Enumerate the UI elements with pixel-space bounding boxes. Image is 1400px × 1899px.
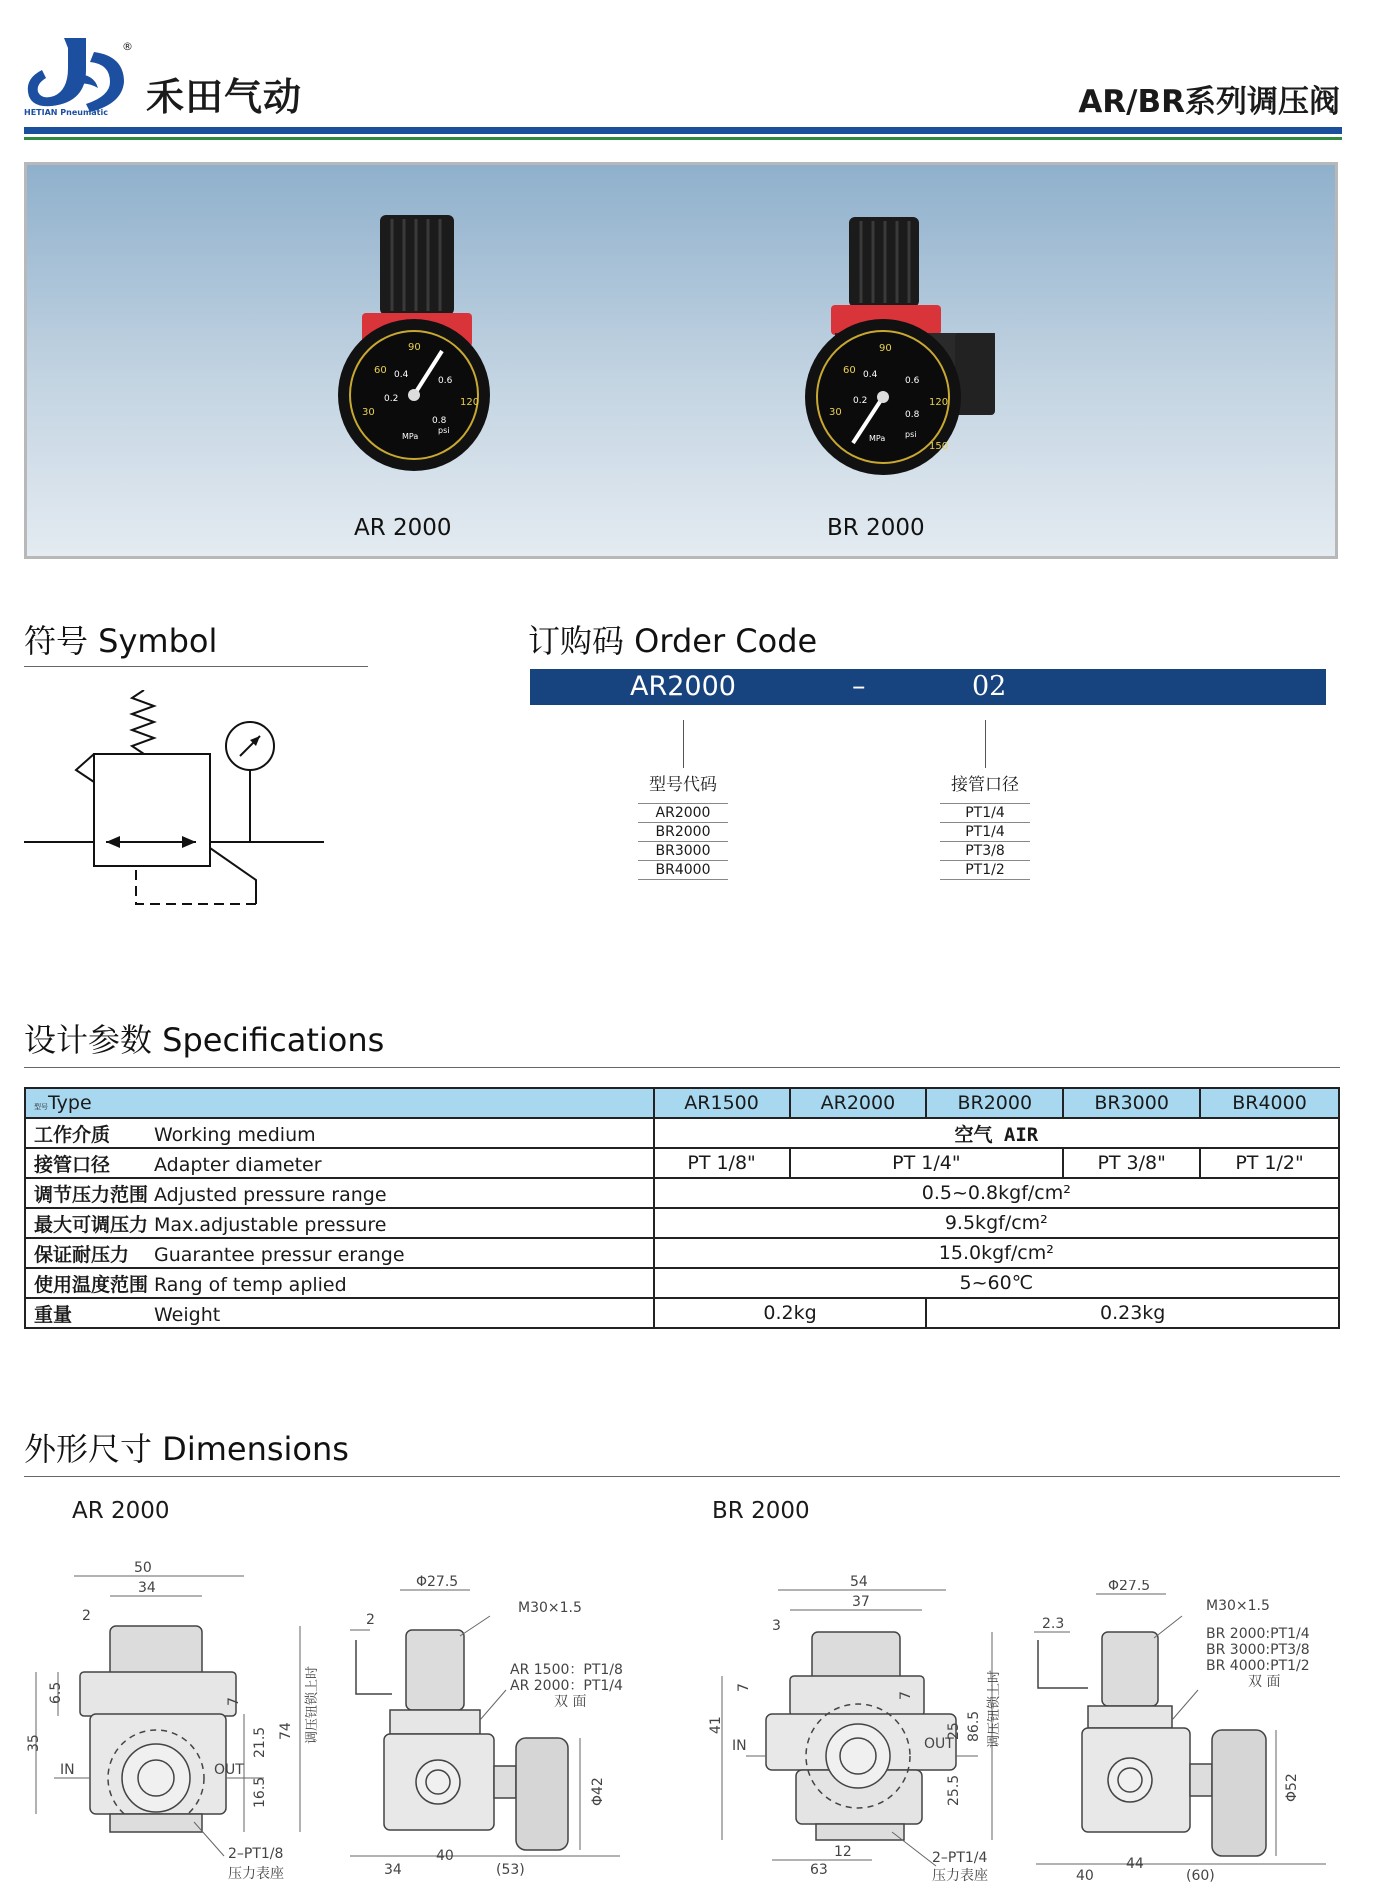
model-code-item: BR2000 (638, 822, 728, 841)
model-code-item: BR3000 (638, 841, 728, 860)
port-code-item: PT1/2 (940, 860, 1030, 880)
pressure-regulator-symbol (24, 690, 344, 920)
brand-en: HETIAN Pneumatic (24, 108, 108, 117)
dim-width-outer: 50 (134, 1560, 152, 1576)
dimensions-title: 外形尺寸 Dimensions (24, 1430, 349, 1468)
dim-body-height: 35 (26, 1734, 42, 1752)
header-rule-blue (24, 127, 1342, 134)
dim-knob-dia: Φ27.5 (1108, 1580, 1151, 1594)
row-label (25, 1208, 654, 1238)
dim-right-low: 25.5 (946, 1774, 962, 1806)
symbol-title: 符号 Symbol (24, 622, 218, 660)
dim-right-top: 7 (898, 1691, 914, 1700)
gauge-label-90: 90 (879, 343, 892, 354)
row-label (25, 1298, 654, 1328)
model-header: BR3000 (1063, 1088, 1200, 1118)
gauge-label-150: 150 (929, 441, 949, 452)
table-cell: PT 3/8" (1063, 1148, 1200, 1178)
dim-thread: M30×1.5 (1206, 1598, 1270, 1614)
product-label-ar2000: AR 2000 (354, 515, 452, 541)
type-prefix: 型号 (34, 1103, 48, 1111)
label-cn: 接管口径 (34, 1153, 111, 1176)
dim-port-br3000: BR 3000:PT3/8 (1206, 1642, 1310, 1658)
label-cn: 保证耐压力 (34, 1243, 130, 1266)
brand-name: 禾田气动 (146, 75, 303, 119)
dim-gauge-port: 2–PT1/8 (228, 1846, 284, 1862)
dim-out-label: OUT (214, 1762, 244, 1778)
row-label (25, 1268, 654, 1298)
label-cn: 使用温度范围 (34, 1273, 149, 1296)
gauge-unit-psi: psi (438, 426, 450, 435)
gauge-label-120: 120 (929, 397, 949, 408)
label-cn: 最大可调压力 (34, 1213, 149, 1236)
dim-gap: 2.3 (1042, 1616, 1065, 1632)
label-en: Working medium (154, 1123, 316, 1146)
dim-gauge-seat: 压力表座 (228, 1866, 284, 1882)
dim-port-ar2000: AR 2000：PT1/4 (510, 1678, 623, 1694)
gauge-label-60: 60 (843, 365, 856, 376)
table-cell: PT 1/8" (654, 1148, 790, 1178)
specs-rule (24, 1067, 1340, 1068)
model-header: BR2000 (926, 1088, 1063, 1118)
ar2000-side-drawing (330, 1570, 660, 1886)
dim-bottom-3: (60) (1186, 1868, 1215, 1884)
model-leader-line (683, 720, 684, 768)
table-row (25, 1298, 1339, 1328)
dim-port-br4000: BR 4000:PT1/2 (1206, 1658, 1310, 1674)
dim-right-low: 16.5 (252, 1776, 268, 1808)
table-cell: 5~60℃ (654, 1268, 1339, 1298)
table-cell: 空气 AIR (654, 1118, 1339, 1148)
row-label (25, 1148, 654, 1178)
gauge-label-0.2: 0.2 (384, 394, 399, 404)
table-row (25, 1268, 1339, 1298)
dim-width-inner: 34 (138, 1580, 156, 1596)
dim-in-label: IN (60, 1762, 75, 1778)
dim-gauge-dia: Φ42 (590, 1777, 606, 1806)
order-code-bar (530, 669, 1326, 705)
dim-bottom-3: (53) (496, 1862, 525, 1878)
label-cn: 调节压力范围 (34, 1183, 149, 1206)
dim-right-mid: 25 (946, 1722, 962, 1740)
model-code-column (623, 770, 743, 880)
dim-knob-dia: Φ27.5 (416, 1574, 459, 1590)
dim-bottom-1: 34 (384, 1862, 402, 1878)
dim-width-outer: 54 (850, 1574, 868, 1590)
dim-double-face: 双 面 (554, 1694, 587, 1710)
order-code-model: AR2000 (630, 671, 736, 702)
gauge-label-0.6: 0.6 (905, 376, 920, 386)
dim-top: 2 (82, 1608, 91, 1624)
gauge-unit-psi: psi (905, 430, 917, 439)
type-header (25, 1088, 654, 1118)
specs-title: 设计参数 Specifications (24, 1021, 385, 1059)
spec-table (24, 1087, 1340, 1329)
order-code-title: 订购码 Order Code (528, 622, 818, 660)
label-en: Adapter diameter (154, 1153, 322, 1176)
type-label: Type (48, 1092, 92, 1114)
gauge-label-0.4: 0.4 (863, 370, 878, 380)
gauge-label-30: 30 (829, 407, 842, 418)
model-code-item: AR2000 (638, 803, 728, 822)
registered-mark: ® (122, 40, 133, 53)
dim-gauge-port: 2–PT1/4 (932, 1850, 988, 1866)
gauge-label-90: 90 (408, 342, 421, 353)
dim-knob-note: 调压钮锁上时 (987, 1669, 1002, 1748)
ar2000-front-drawing (14, 1556, 324, 1886)
dim-gauge-seat: 压力表座 (932, 1868, 988, 1884)
gauge-label-0.2: 0.2 (853, 396, 868, 406)
gauge-label-0.4: 0.4 (394, 370, 409, 380)
header-rule-green (24, 137, 1342, 140)
model-code-item: BR4000 (638, 860, 728, 880)
label-en: Max.adjustable pressure (154, 1213, 387, 1236)
order-code-dash: – (852, 671, 866, 702)
brand-logo (24, 30, 134, 120)
gauge-label-0.6: 0.6 (438, 376, 453, 386)
port-code-column (925, 770, 1045, 880)
table-row (25, 1238, 1339, 1268)
dim-gauge-dia: Φ52 (1284, 1773, 1300, 1802)
order-code-port: 02 (972, 671, 1007, 702)
dim-label-ar2000: AR 2000 (72, 1498, 170, 1524)
label-cn: 重量 (34, 1303, 73, 1326)
table-row (25, 1178, 1339, 1208)
product-banner (24, 162, 1338, 559)
dim-right-mid: 21.5 (252, 1726, 268, 1758)
table-row (25, 1208, 1339, 1238)
dim-in-label: IN (732, 1738, 747, 1754)
table-cell: 0.23kg (926, 1298, 1339, 1328)
gauge-unit-mpa: MPa (869, 434, 886, 443)
dim-port-br2000: BR 2000:PT1/4 (1206, 1626, 1310, 1642)
port-code-head: 接管口径 (951, 775, 1019, 795)
gauge-label-120: 120 (460, 397, 480, 408)
table-cell: 15.0kgf/cm² (654, 1238, 1339, 1268)
dim-label-br2000: BR 2000 (712, 1498, 810, 1524)
gauge-label-0.8: 0.8 (432, 416, 447, 426)
label-cn: 工作介质 (34, 1123, 111, 1146)
label-en: Rang of temp aplied (154, 1273, 347, 1296)
table-row (25, 1148, 1339, 1178)
br2000-product-image (779, 205, 1009, 475)
label-en: Adjusted pressure range (154, 1183, 387, 1206)
port-code-item: PT1/4 (940, 822, 1030, 841)
dim-width-inner: 37 (852, 1594, 870, 1610)
port-code-item: PT1/4 (940, 803, 1030, 822)
br2000-side-drawing (1026, 1580, 1342, 1886)
label-en: Weight (154, 1303, 221, 1326)
dim-top: 3 (772, 1618, 781, 1634)
table-cell: 0.2kg (654, 1298, 927, 1328)
table-cell: 9.5kgf/cm² (654, 1208, 1339, 1238)
dim-right-top: 7 (226, 1697, 242, 1706)
gauge-unit-mpa: MPa (402, 432, 419, 441)
dim-out-label: OUT (924, 1736, 954, 1752)
dim-knob-note: 调压钮锁上时 (305, 1665, 320, 1744)
table-cell: 0.5~0.8kgf/cm² (654, 1178, 1339, 1208)
symbol-rule (24, 666, 368, 667)
dim-body-height: 41 (708, 1716, 724, 1734)
logo-mark (24, 30, 134, 120)
gauge-label-60: 60 (374, 365, 387, 376)
product-label-br2000: BR 2000 (827, 515, 925, 541)
dim-left-height: 7 (736, 1683, 752, 1692)
table-row (25, 1088, 1339, 1118)
dim-left-height: 6.5 (48, 1681, 64, 1704)
dim-total-height: 86.5 (966, 1710, 982, 1742)
table-cell: PT 1/4" (790, 1148, 1064, 1178)
gauge-label-0.8: 0.8 (905, 410, 920, 420)
table-row (25, 1118, 1339, 1148)
br2000-front-drawing (696, 1570, 1026, 1886)
row-label (25, 1238, 654, 1268)
ar2000-product-image (322, 205, 512, 475)
gauge-label-30: 30 (362, 407, 375, 418)
dimensions-rule (24, 1476, 1340, 1477)
model-header: BR4000 (1200, 1088, 1339, 1118)
model-header: AR1500 (654, 1088, 790, 1118)
dim-double-face: 双 面 (1248, 1674, 1281, 1690)
port-code-item: PT3/8 (940, 841, 1030, 860)
dim-thread: M30×1.5 (518, 1600, 582, 1616)
dim-gap: 2 (366, 1612, 375, 1628)
dim-bottom-2: 44 (1126, 1856, 1144, 1872)
port-leader-line (985, 720, 986, 768)
row-label (25, 1178, 654, 1208)
row-label (25, 1118, 654, 1148)
series-title: AR/BR系列调压阀 (1078, 84, 1340, 120)
dim-bottom-1: 40 (1076, 1868, 1094, 1884)
table-cell: PT 1/2" (1200, 1148, 1339, 1178)
dim-bottom-2: 40 (436, 1848, 454, 1864)
dim-bottom-width: 63 (810, 1862, 828, 1878)
dim-bottom-port: 12 (834, 1844, 852, 1860)
label-en: Guarantee pressur erange (154, 1243, 405, 1266)
model-code-head: 型号代码 (649, 775, 717, 795)
dim-total-height: 74 (278, 1722, 294, 1740)
model-header: AR2000 (790, 1088, 927, 1118)
dim-port-ar1500: AR 1500：PT1/8 (510, 1662, 623, 1678)
